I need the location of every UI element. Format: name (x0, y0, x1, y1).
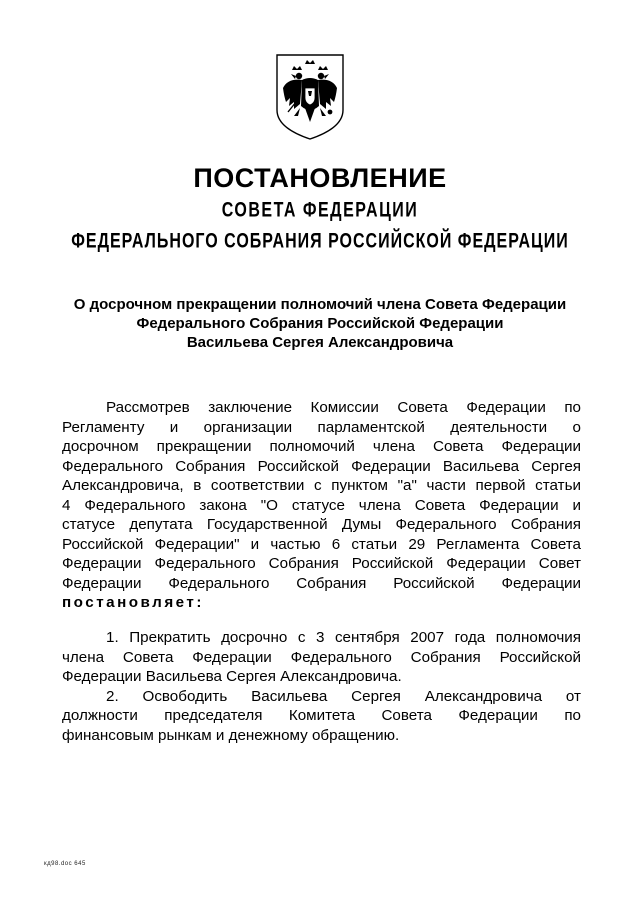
document-subtitle-assembly: ФЕДЕРАЛЬНОГО СОБРАНИЯ РОССИЙСКОЙ ФЕДЕРАЦИИ (71, 229, 569, 253)
text-line: Рассмотрев заключение Комиссии Совета Федерации по (106, 399, 581, 416)
text-line: Федерации Федерального Собрания Российской Федерации Совет (62, 555, 581, 572)
text-line: Российской Федерации" и частью 6 статьи 29 Регламента Совета (62, 535, 581, 553)
text-line: 4 Федерального закона "О статусе члена Совета Федерации и (62, 496, 581, 514)
russian-coat-of-arms-icon (274, 52, 346, 142)
document-title: ПОСТАНОВЛЕНИЕ (193, 163, 447, 193)
text-line: Регламенту и организации парламентской деятельности о (62, 418, 581, 436)
resolution-heading-line: Васильева Сергея Александровича (186, 334, 454, 351)
resolution-heading-line: Федерального Собрания Российской Федерации (136, 315, 504, 332)
preamble-paragraph (62, 398, 581, 613)
item-1-line: члена Совета Федерации Федерального Собрания Российской (62, 648, 581, 666)
resolution-heading-line: О досрочном прекращении полномочий члена Совета Федерации (73, 296, 567, 313)
text-line: Александровича, в соответствии с пунктом "а" части первой статьи (62, 477, 581, 494)
item-1-line: 1. Прекратить досрочно с 3 сентября 2007 года полномочия (106, 629, 581, 646)
text-line: Федерального Собрания Российской Федерации Васильева Сергея (62, 457, 581, 475)
item-2-line: 2. Освободить Васильева Сергея Александровича от (106, 687, 581, 705)
item-1-line: Федерации Васильева Сергея Александровича. (62, 668, 402, 685)
resolves-keyword: постановляет: (62, 594, 204, 611)
item-2-line: должности председателя Комитета Совета Федерации по (62, 707, 581, 724)
item-2-line: финансовым рынкам и денежному обращению. (62, 726, 400, 744)
text-line: досрочном прекращении полномочий члена Совета Федерации (62, 438, 581, 455)
text-line: статусе депутата Государственной Думы Федерального Собрания (62, 516, 581, 533)
document-subtitle-council: СОВЕТА ФЕДЕРАЦИИ (221, 198, 419, 222)
document-file-code: кд98.doc 645 (44, 861, 86, 867)
resolution-items (62, 628, 581, 745)
text-line: Федерации Федерального Собрания Российской Федерации (62, 574, 581, 592)
